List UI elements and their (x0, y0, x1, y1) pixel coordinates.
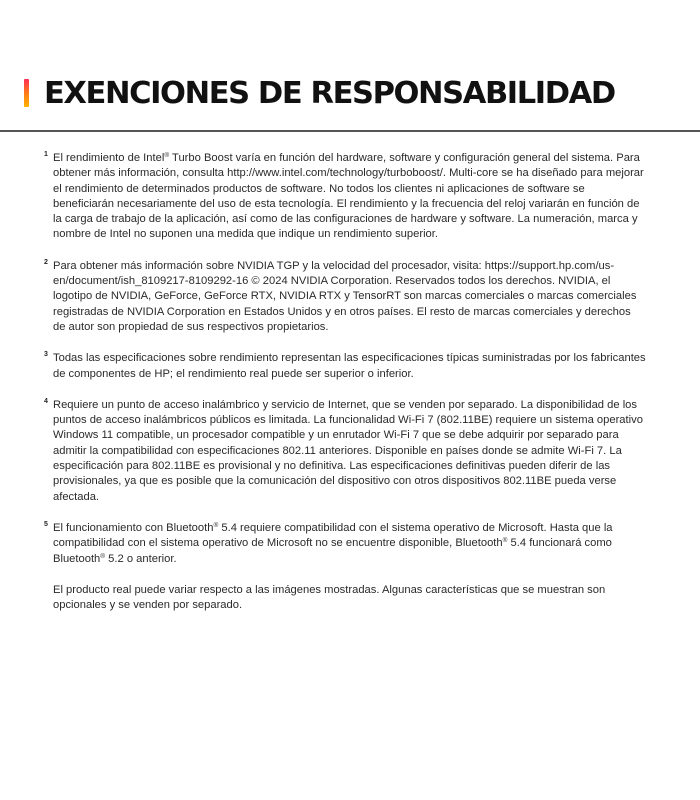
text-run: Requiere un punto de acceso inalámbrico y servicio de Internet, que se venden por separado. La disponibilidad de los puntos de acceso inalámbricos públicos es limitada. La funcionalidad Wi-Fi 7 (802.11BE) requiere un sistema operativo Windows 11 compatible, un procesador compatible y un enrutador Wi-Fi 7 que se debe adquirir por separado para admitir la compatibilidad con especificaciones 802.11 anteriores. Disponible en países donde se admite Wi-Fi 7. La especificación para 802.11BE es provisional y no definitiva. Las especificaciones definitivas pueden diferir de las provisionales, ya que es posible que la comunicación del dispositivo con otros dispositivos 802.11BE pueda verse afectada. (53, 398, 643, 503)
disclaimer-1 (44, 151, 646, 243)
text-run: 5.2 o anterior. (105, 552, 177, 565)
text-run: Turbo Boost varía en función del hardware, software y configuración general del sistema. Para obtener más información, consulta http://www.intel.com/technology/turboboost/. Multi-core se ha diseñado para mejorar el rendimiento de determinados productos de software. No todos los clientes ni aplicaciones de software se beneficiarán necesariamente del uso de esta tecnología. El rendimiento y la frecuencia del reloj variarán en función de la carga de trabajo de la aplicación, así como de las configuraciones de hardware y software. La numeración, marca y nombre de Intel no suponen una medida que indique un rendimiento superior. (53, 152, 644, 241)
registered-mark: ® (100, 552, 106, 560)
disclaimer-list (44, 151, 646, 613)
disclaimer-text (53, 151, 646, 243)
text-run: 5.4 requiere compatibilidad con el sistema operativo de Microsoft. Hasta que la compatibilidad con el sistema operativo de Microsoft no se encuentre disponible, Bluetooth (53, 521, 613, 550)
footnote-number: 2 (44, 258, 48, 266)
text-run: El rendimiento de Intel (53, 152, 165, 164)
closing-note: El producto real puede variar respecto a las imágenes mostradas. Algunas características que se muestran son opcionales y se venden por separado. (53, 583, 606, 612)
registered-mark: ® (213, 521, 219, 529)
text-run: Para obtener más información sobre NVIDIA TGP y la velocidad del procesador, visita: https://support.hp.com/us-en/document/ish_8109217-8109292-16 © 2024 NVIDIA Corporation. Reservados todos los derechos. NVIDIA, el logotipo de NVIDIA, GeForce, GeForce RTX, NVIDIA RTX y TensorRT son marcas comerciales o marcas comerciales registradas de NVIDIA Corporation en Estados Unidos y en otros países. El resto de marcas comerciales y derechos de autor son propiedad de sus respectivos propietarios. (53, 259, 637, 333)
footnote-number: 4 (44, 397, 48, 405)
text-run: 5.4 funcionará como Bluetooth (53, 537, 612, 565)
disclaimer-5 (44, 521, 646, 567)
registered-mark: ® (502, 537, 508, 545)
registered-mark: ® (164, 152, 170, 159)
disclaimer-text (53, 351, 646, 382)
disclaimer-text (53, 259, 646, 335)
disclaimer-4 (44, 398, 646, 505)
header-divider (0, 130, 700, 132)
disclaimer-3 (44, 351, 646, 382)
disclaimer-text (53, 398, 646, 505)
text-run: El funcionamiento con Bluetooth (53, 521, 214, 534)
footnote-number: 1 (44, 151, 48, 158)
text-run: Todas las especificaciones sobre rendimiento representan las especificaciones típicas suministradas por los fabricantes de componentes de HP; el rendimiento real puede ser superior o inferior. (53, 352, 646, 380)
accent-bar (24, 79, 29, 107)
footnote-number: 5 (44, 520, 48, 528)
page-header (0, 68, 700, 120)
disclaimer-text (53, 521, 646, 567)
disclaimer-2 (44, 259, 646, 335)
footnote-number: 3 (44, 351, 48, 359)
page-title: EXENCIONES DE RESPONSABILIDAD (44, 76, 615, 111)
